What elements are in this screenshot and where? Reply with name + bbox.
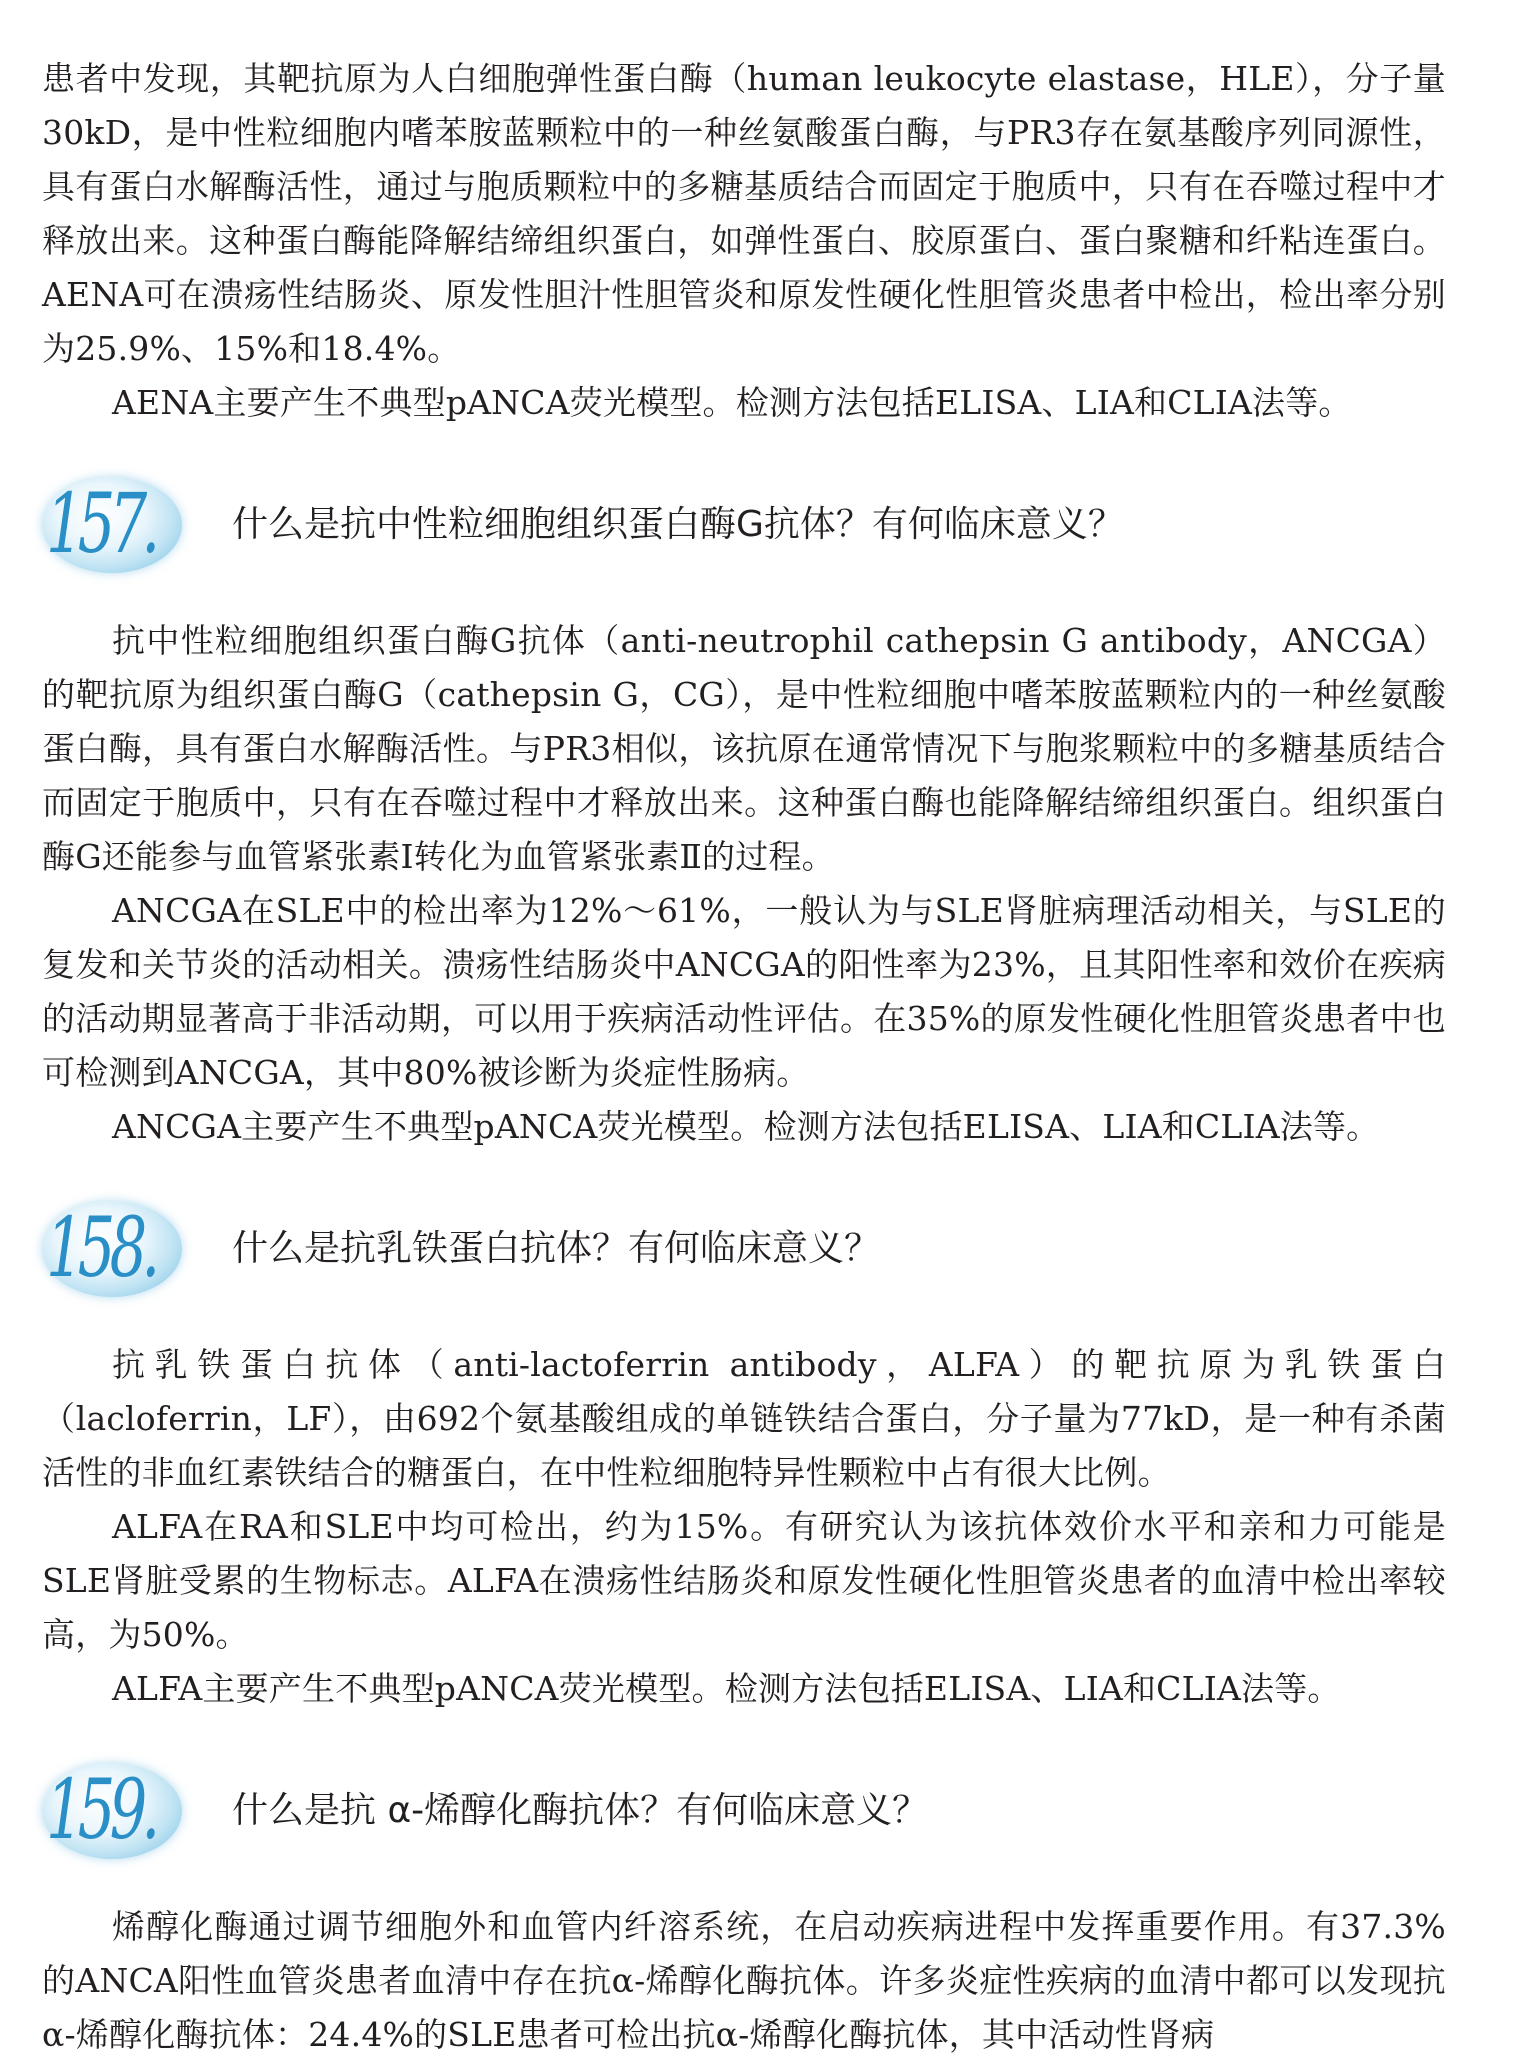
paragraph: 抗中性粒细胞组织蛋白酶G抗体（anti-neutrophil cathepsin G antibody，ANCGA）的靶抗原为组织蛋白酶G（cathepsin G，CG），是中性粒细胞中嗜苯胺蓝颗粒内的一种丝氨酸蛋白酶，具有蛋白水解酶活性。与PR3相似，该抗原在通常情况下与胞浆颗粒中的多糖基质结合而固定于胞质中，只有在吞噬过程中才释放出来。这种蛋白酶也能降解结缔组织蛋白。组织蛋白酶G还能参与血管紧张素Ⅰ转化为血管紧张素Ⅱ的过程。: [42, 621, 1446, 876]
question-title: 什么是抗乳铁蛋白抗体？有何临床意义？: [232, 1228, 881, 1269]
question-number-badge: [42, 1757, 192, 1865]
paragraph: AENA主要产生不典型pANCA荧光模型。检测方法包括ELISA、LIA和CLIA法等。: [112, 383, 1352, 422]
paragraph: 烯醇化酶通过调节细胞外和血管内纤溶系统，在启动疾病进程中发挥重要作用。有37.3%的ANCA阳性血管炎患者血清中存在抗α-烯醇化酶抗体。许多炎症性疾病的血清中都可以发现抗α-烯醇化酶抗体：24.4%的SLE患者可检出抗α-烯醇化酶抗体，其中活动性肾病: [42, 1907, 1446, 2054]
question-number-badge: [42, 1195, 192, 1303]
question-number-badge: [42, 471, 192, 579]
question-number: 158.: [46, 1201, 155, 1296]
question-number: 159.: [46, 1763, 155, 1858]
paragraph: ANCGA在SLE中的检出率为12%～61%，一般认为与SLE肾脏病理活动相关，与SLE的复发和关节炎的活动相关。溃疡性结肠炎中ANCGA的阳性率为23%，且其阳性率和效价在疾病的活动期显著高于非活动期，可以用于疾病活动性评估。在35%的原发性硬化性胆管炎患者中也可检测到ANCGA，其中80%被诊断为炎症性肠病。: [42, 891, 1446, 1092]
question-heading-159: [42, 1752, 1446, 1870]
page-content: [42, 52, 1446, 2062]
paragraph: ALFA主要产生不典型pANCA荧光模型。检测方法包括ELISA、LIA和CLIA法等。: [112, 1669, 1341, 1708]
question-title: 什么是抗 α-烯醇化酶抗体？有何临床意义？: [232, 1790, 929, 1831]
question-heading-158: [42, 1190, 1446, 1308]
paragraph: 抗乳铁蛋白抗体（anti-lactoferrin antibody，ALFA）的靶抗原为乳铁蛋白（lacloferrin，LF），由692个氨基酸组成的单链铁结合蛋白，分子量为77kD，是一种有杀菌活性的非血红素铁结合的糖蛋白，在中性粒细胞特异性颗粒中占有很大比例。: [42, 1345, 1446, 1492]
question-number: 157.: [46, 477, 155, 572]
question-heading-157: [42, 466, 1446, 584]
paragraph: ANCGA主要产生不典型pANCA荧光模型。检测方法包括ELISA、LIA和CLIA法等。: [112, 1107, 1380, 1146]
paragraph: 患者中发现，其靶抗原为人白细胞弹性蛋白酶（human leukocyte elastase，HLE），分子量30kD，是中性粒细胞内嗜苯胺蓝颗粒中的一种丝氨酸蛋白酶，与PR3存在氨基酸序列同源性，具有蛋白水解酶活性，通过与胞质颗粒中的多糖基质结合而固定于胞质中，只有在吞噬过程中才释放出来。这种蛋白酶能降解结缔组织蛋白，如弹性蛋白、胶原蛋白、蛋白聚糖和纤粘连蛋白。AENA可在溃疡性结肠炎、原发性胆汁性胆管炎和原发性硬化性胆管炎患者中检出，检出率分别为25.9%、15%和18.4%。: [42, 59, 1446, 368]
paragraph: ALFA在RA和SLE中均可检出，约为15%。有研究认为该抗体效价水平和亲和力可能是SLE肾脏受累的生物标志。ALFA在溃疡性结肠炎和原发性硬化性胆管炎患者的血清中检出率较高，为50%。: [42, 1507, 1446, 1654]
question-title: 什么是抗中性粒细胞组织蛋白酶G抗体？有何临床意义？: [232, 504, 1124, 545]
